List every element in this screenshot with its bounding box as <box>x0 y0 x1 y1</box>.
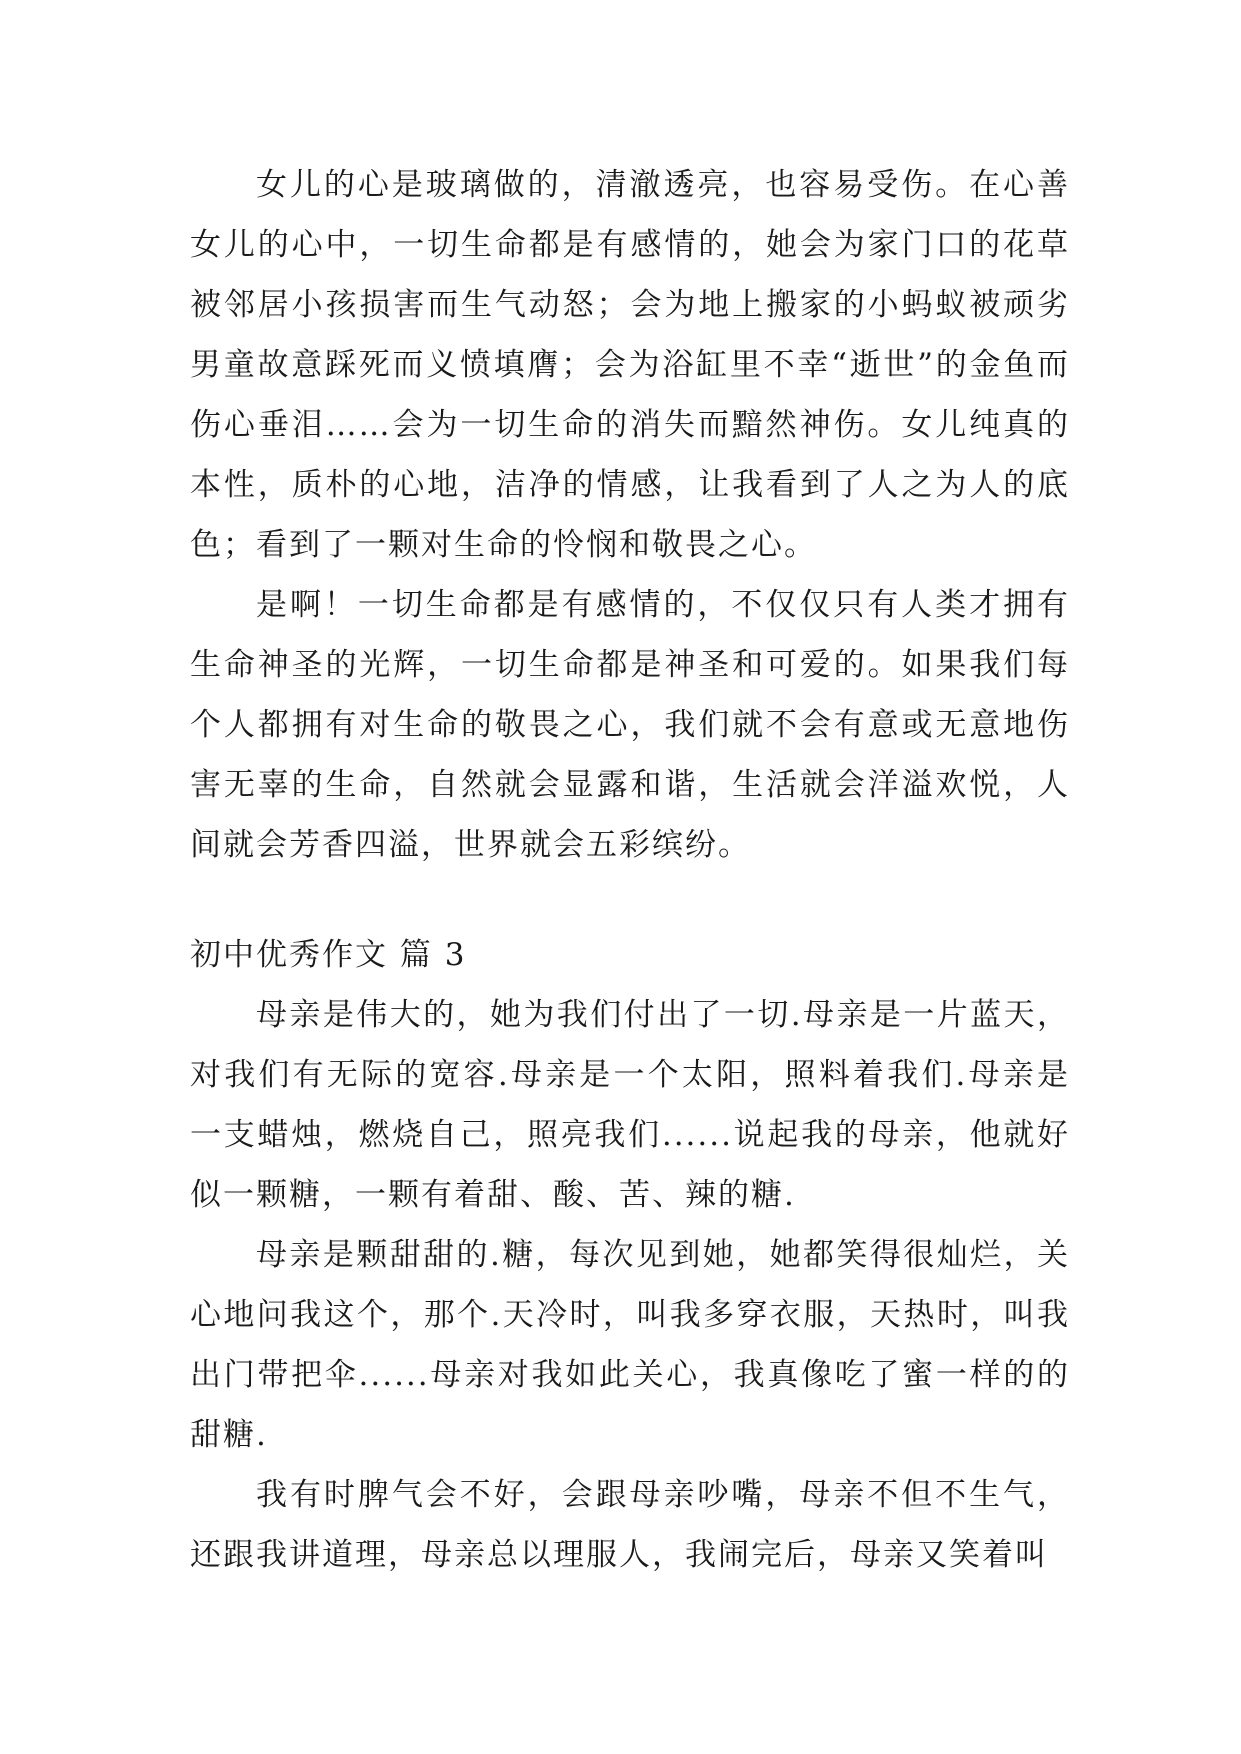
essay-heading: 初中优秀作文 篇 3 <box>190 937 467 973</box>
paragraph-mother-sweet: 母亲是颗甜甜的.糖，每次见到她，她都笑得很灿烂，关心地问我这个，那个.天冷时，叫我多穿衣服，天热时，叫我出门带把伞......母亲对我如此关心，我真像吃了蜜一样的的甜糖. <box>190 1237 1070 1453</box>
paragraph-life-reverence: 是啊！一切生命都是有感情的，不仅仅只有人类才拥有生命神圣的光辉，一切生命都是神圣和可爱的。如果我们每个人都拥有对生命的敬畏之心，我们就不会有意或无意地伤害无辜的生命，自然就会显露和谐，生活就会洋溢欢悦，人间就会芳香四溢，世界就会五彩缤纷。 <box>190 587 1070 863</box>
paragraph-mother-great: 母亲是伟大的，她为我们付出了一切.母亲是一片蓝天，对我们有无际的宽容.母亲是一个太阳，照料着我们.母亲是一支蜡烛，燃烧自己，照亮我们......说起我的母亲，他就好似一颗糖，一颗有着甜、酸、苦、辣的糖. <box>190 997 1070 1213</box>
paragraph-mother-patient: 我有时脾气会不好，会跟母亲吵嘴，母亲不但不生气，还跟我讲道理，母亲总以理服人，我闹完后，母亲又笑着叫 <box>190 1477 1070 1573</box>
paragraph-daughter-heart: 女儿的心是玻璃做的，清澈透亮，也容易受伤。在心善女儿的心中，一切生命都是有感情的，她会为家门口的花草被邻居小孩损害而生气动怒；会为地上搬家的小蚂蚁被顽劣男童故意踩死而义愤填膺；会为浴缸里不幸“逝世”的金鱼而伤心垂泪……会为一切生命的消失而黯然神伤。女儿纯真的本性，质朴的心地，洁净的情感，让我看到了人之为人的底色；看到了一颗对生命的怜悯和敬畏之心。 <box>190 167 1070 563</box>
document-body <box>190 155 1070 1585</box>
